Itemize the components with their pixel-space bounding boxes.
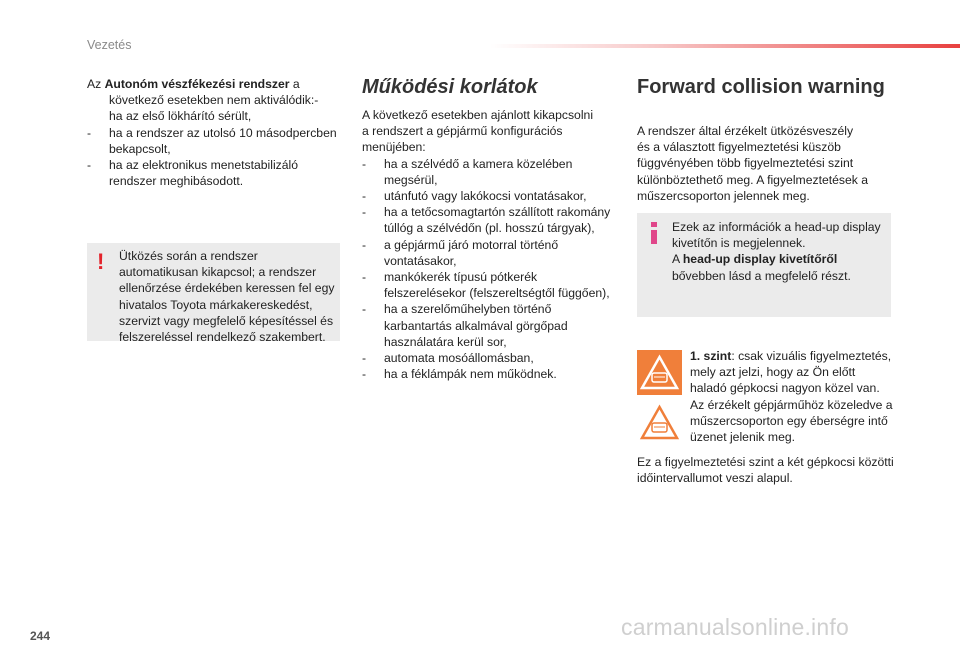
- section-title-limits: Működési korlátok: [362, 76, 538, 98]
- section-title-fcw: Forward collision warning: [637, 76, 885, 98]
- para-line: különböztethető meg. A figyelmeztetések a: [637, 172, 869, 187]
- list-item: - ha a tetőcsomagtartón szállított rakomány: [362, 204, 617, 220]
- limits-intro: A következő esetekben ajánlott kikapcsolni: [362, 108, 594, 122]
- aeb-intro-line3: ha az első lökhárító sérült,: [109, 109, 252, 124]
- aeb-intro: Az Autonóm vészfékezési rendszer a: [87, 77, 300, 91]
- list-item: - ha a rendszer az utolsó 10 másodpercben: [87, 125, 347, 141]
- list-item: - utánfutó vagy lakókocsi vontatásakor,: [362, 188, 617, 204]
- list-item-cont: túllóg a szélvédőn (pl. hosszú tárgyak),: [384, 221, 595, 236]
- page-number: 244: [30, 629, 51, 643]
- info-text: [672, 219, 887, 284]
- fcw-paragraph: [637, 123, 907, 204]
- para-line: A rendszer által érzékelt ütközésveszély: [637, 124, 854, 138]
- section-header: Vezetés: [87, 38, 132, 52]
- info-box: [637, 213, 891, 317]
- list-item-cont: rendszer meghibásodott.: [109, 174, 244, 189]
- level-1-text: [690, 348, 905, 445]
- header-accent-bar: [490, 44, 960, 48]
- limits-intro: menüjében:: [362, 140, 426, 155]
- aeb-intro-line2: következő esetekben nem aktiválódik:-: [109, 93, 319, 108]
- aeb-conditions-block: [87, 76, 347, 189]
- closing-line: Ez a figyelmeztetési szint a két gépkocsi közötti: [637, 455, 894, 469]
- exclamation-icon: !: [97, 249, 105, 274]
- list-item: - ha a féklámpák nem működnek.: [362, 366, 617, 382]
- list-item-cont: megsérül,: [384, 172, 438, 187]
- collision-warning-icon-filled: [637, 350, 682, 395]
- list-item: - ha az elektronikus menetstabilizáló: [87, 157, 347, 173]
- info-line: kivetítőn is megjelennek.: [672, 236, 806, 251]
- info-line: Ezek az információk a head-up display: [672, 220, 881, 234]
- warning-line: ellenőrzése érdekében keressen fel egy: [119, 281, 335, 296]
- list-item: - ha a szélvédő a kamera közelében: [362, 156, 617, 172]
- para-line: függvényében több figyelmeztetési szint: [637, 156, 854, 171]
- closing-paragraph: [637, 454, 907, 486]
- list-item: - a gépjármű járó motorral történő: [362, 237, 617, 253]
- closing-line: időintervallumot veszi alapul.: [637, 471, 793, 486]
- warning-line: szervizt vagy megfelelő képesítéssel és: [119, 313, 334, 328]
- para-line: műszercsoporton jelennek meg.: [637, 188, 810, 203]
- level-line: Az érzékelt gépjárműhöz közeledve a: [690, 397, 893, 412]
- limits-block: [362, 107, 617, 382]
- list-item-cont: vontatásakor,: [384, 253, 457, 268]
- info-icon: [648, 222, 660, 244]
- warning-box: [87, 243, 340, 345]
- warning-line: automatikusan kikapcsol; a rendszer: [119, 265, 317, 280]
- list-item-cont: karbantartás alkalmával görgőpad: [384, 318, 568, 333]
- level-line: 1. szint: csak vizuális figyelmeztetés,: [690, 349, 892, 363]
- list-item-cont: felszerelésekor (felszereltségtől függően),: [384, 286, 610, 301]
- warning-line: Ütközés során a rendszer: [119, 249, 258, 263]
- level-line: üzenet jelenik meg.: [690, 430, 796, 445]
- collision-warning-icon-outline: [637, 400, 682, 445]
- list-item: - automata mosóállomásban,: [362, 350, 617, 366]
- info-line: bővebben lásd a megfelelő részt.: [672, 268, 851, 283]
- level-line: haladó gépkocsi nagyon közel van.: [690, 381, 880, 396]
- list-item-cont: használatára kerül sor,: [384, 334, 507, 349]
- limits-intro: a rendszert a gépjármű konfigurációs: [362, 124, 563, 139]
- warning-line: hivatalos Toyota márkakereskedést,: [119, 297, 313, 312]
- info-line: A head-up display kivetítőről: [672, 252, 838, 267]
- warning-line: felszereléssel rendelkező szakembert.: [119, 330, 326, 345]
- watermark: carmanualsonline.info: [621, 614, 849, 640]
- level-line: mely azt jelzi, hogy az Ön előtt: [690, 365, 856, 380]
- level-line: műszercsoporton egy éberségre intő: [690, 413, 888, 428]
- warning-text: [119, 248, 341, 345]
- para-line: és a választott figyelmeztetési küszöb: [637, 140, 841, 155]
- list-item-cont: bekapcsolt,: [109, 141, 171, 156]
- list-item: - ha a szerelőműhelyben történő: [362, 301, 617, 317]
- list-item: - mankókerék típusú pótkerék: [362, 269, 617, 285]
